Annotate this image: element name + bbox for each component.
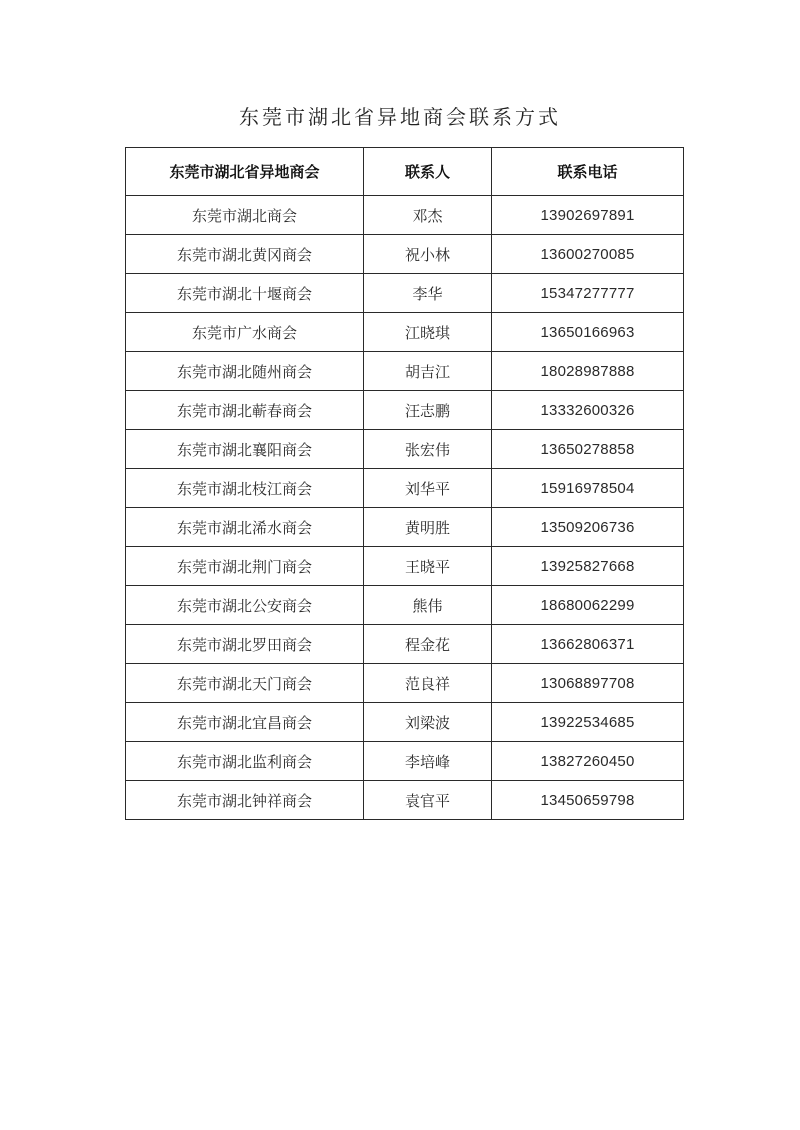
cell-org: 东莞市湖北襄阳商会 [126,430,364,469]
header-phone: 联系电话 [492,148,684,196]
cell-phone: 13922534685 [492,703,684,742]
cell-org: 东莞市湖北宜昌商会 [126,703,364,742]
table-row [126,352,684,391]
cell-person: 胡吉江 [364,352,492,391]
cell-phone: 13450659798 [492,781,684,820]
table-row [126,196,684,235]
cell-person: 程金花 [364,625,492,664]
cell-phone: 13332600326 [492,391,684,430]
table-header-row [126,148,684,196]
cell-org: 东莞市湖北随州商会 [126,352,364,391]
table-row [126,625,684,664]
table-row [126,664,684,703]
cell-phone: 15916978504 [492,469,684,508]
table-row [126,313,684,352]
cell-phone: 13827260450 [492,742,684,781]
table-row [126,274,684,313]
cell-org: 东莞市湖北蕲春商会 [126,391,364,430]
table-row [126,235,684,274]
cell-person: 黄明胜 [364,508,492,547]
header-org: 东莞市湖北省异地商会 [126,148,364,196]
cell-person: 邓杰 [364,196,492,235]
cell-person: 祝小林 [364,235,492,274]
cell-phone: 13509206736 [492,508,684,547]
table-row [126,742,684,781]
cell-person: 刘梁波 [364,703,492,742]
table-row [126,547,684,586]
cell-person: 汪志鹏 [364,391,492,430]
cell-org: 东莞市湖北监利商会 [126,742,364,781]
cell-phone: 15347277777 [492,274,684,313]
cell-phone: 18680062299 [492,586,684,625]
table-row [126,586,684,625]
table-row [126,781,684,820]
cell-org: 东莞市湖北钟祥商会 [126,781,364,820]
cell-phone: 18028987888 [492,352,684,391]
cell-org: 东莞市湖北罗田商会 [126,625,364,664]
contact-table [125,147,684,820]
cell-org: 东莞市湖北黄冈商会 [126,235,364,274]
cell-org: 东莞市湖北枝江商会 [126,469,364,508]
cell-person: 熊伟 [364,586,492,625]
cell-org: 东莞市湖北商会 [126,196,364,235]
cell-person: 李华 [364,274,492,313]
cell-phone: 13650278858 [492,430,684,469]
cell-person: 王晓平 [364,547,492,586]
cell-person: 张宏伟 [364,430,492,469]
cell-org: 东莞市湖北浠水商会 [126,508,364,547]
table-row [126,469,684,508]
header-person: 联系人 [364,148,492,196]
cell-phone: 13662806371 [492,625,684,664]
cell-phone: 13600270085 [492,235,684,274]
cell-person: 江晓琪 [364,313,492,352]
cell-org: 东莞市湖北公安商会 [126,586,364,625]
table-row [126,508,684,547]
cell-person: 李培峰 [364,742,492,781]
cell-org: 东莞市湖北十堰商会 [126,274,364,313]
cell-phone: 13902697891 [492,196,684,235]
cell-org: 东莞市湖北天门商会 [126,664,364,703]
table-row [126,391,684,430]
cell-person: 范良祥 [364,664,492,703]
page-title: 东莞市湖北省异地商会联系方式 [239,105,561,129]
cell-org: 东莞市湖北荆门商会 [126,547,364,586]
cell-phone: 13068897708 [492,664,684,703]
cell-org: 东莞市广水商会 [126,313,364,352]
cell-person: 刘华平 [364,469,492,508]
table-row [126,430,684,469]
cell-phone: 13925827668 [492,547,684,586]
cell-person: 袁官平 [364,781,492,820]
cell-phone: 13650166963 [492,313,684,352]
table-row [126,703,684,742]
